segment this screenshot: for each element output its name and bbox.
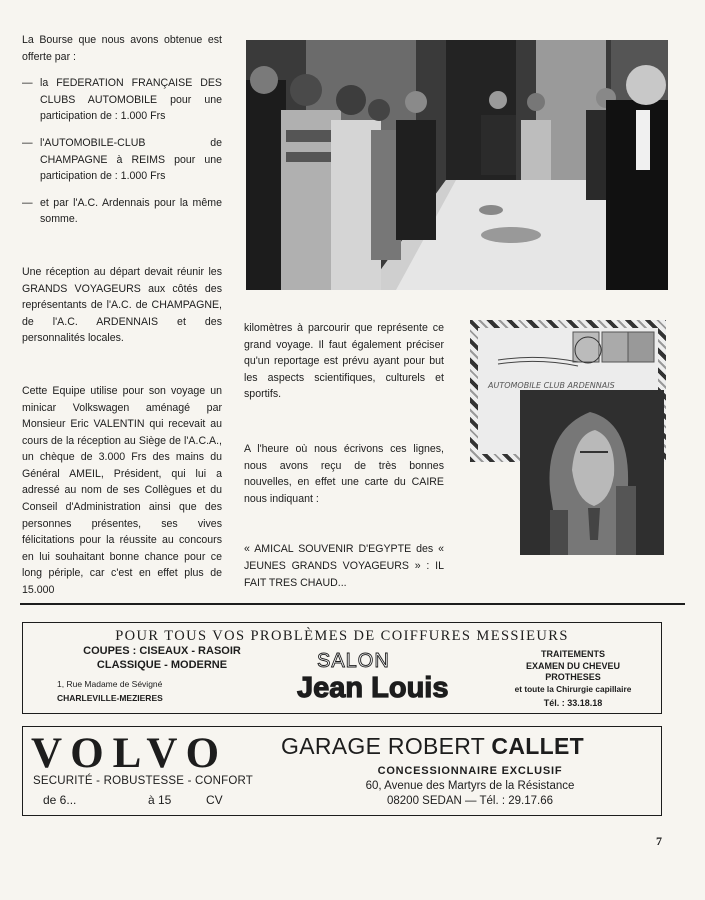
section-divider <box>20 603 685 605</box>
donor-text: la FEDERATION FRANÇAISE DES CLUBS AUTOMOBILE pour une participation de : 1.000 Frs <box>40 77 222 123</box>
garage-city-phone: 08200 SEDAN — Tél. : 29.17.66 <box>387 795 553 807</box>
donor-item <box>22 75 222 125</box>
garage-avenue: 60, Avenue des Martyrs de la Résistance <box>365 780 575 792</box>
tutankhamun-graphic <box>520 390 664 555</box>
volvo-power-range <box>43 793 263 807</box>
salon-headline: POUR TOUS VOS PROBLÈMES DE COIFFURES MESSIEURS <box>115 628 569 644</box>
salon-service: PROTHESES <box>545 672 601 682</box>
donor-item <box>22 135 222 185</box>
salon-advertisement <box>22 622 662 714</box>
donor-item <box>22 195 222 228</box>
news-paragraph: A l'heure où nous écrivons ces lignes, nous avons reçu de très bonnes nouvelles, en effet une carte du CAIRE nous indiquant : <box>244 442 444 505</box>
salon-logo-small: SALON <box>317 650 390 672</box>
reception-photo-graphic <box>246 40 668 290</box>
intro-paragraph: La Bourse que nous avons obtenue est offerte par : <box>22 34 222 63</box>
dash-mark: — <box>22 77 33 90</box>
tutankhamun-postcard <box>520 390 664 555</box>
garage-name-light: GARAGE ROBERT <box>281 733 485 759</box>
left-column <box>22 32 222 609</box>
reception-photo <box>246 40 668 290</box>
volvo-slogan: SECURITÉ - ROBUSTESSE - CONFORT <box>33 775 254 787</box>
salon-services-line1: COUPES : CISEAUX - RASOIR <box>83 645 241 657</box>
salon-services-right <box>493 649 653 710</box>
salon-service: EXAMEN DU CHEVEU <box>525 660 620 671</box>
quote-paragraph: « AMICAL SOUVENIR D'EGYPTE des « JEUNES GRANDS VOYAGEURS » : IL FAIT TRES CHAUD... <box>244 543 444 589</box>
volvo-brand: VOLVO <box>31 730 229 777</box>
dash-mark: — <box>22 196 33 209</box>
reception-paragraph: Une réception au départ devait réunir les GRANDS VOYAGEURS aux côtés des représentants de l'A.C. de CHAMPAGNE, de l'A.C. ARDENNAIS et des personnalités locales. <box>22 265 222 345</box>
salon-logo-big: Jean Louis <box>297 672 449 704</box>
page-number: 7 <box>656 834 662 848</box>
salon-service: TRAITEMENTS <box>541 649 605 659</box>
continuation-paragraph: kilomètres à parcourir que représente ce grand voyage. Il faut également préciser qu'un reportage est prévu ayant pour but les aspects scientifiques, culturels et sportifs. <box>244 322 444 401</box>
cv-from: de 6... <box>43 793 77 807</box>
envelope-address: AUTOMOBILE CLUB ARDENNAIS <box>488 381 615 390</box>
cv-to: à 15 <box>148 793 172 807</box>
donor-text: l'AUTOMOBILE-CLUB de CHAMPAGNE à REIMS pour une participation de : 1.000 Frs <box>40 136 222 183</box>
salon-services-line2: CLASSIQUE - MODERNE <box>96 659 228 671</box>
middle-column <box>244 320 444 603</box>
salon-service: et toute la Chirurgie capillaire <box>514 683 632 694</box>
garage-concession: CONCESSIONNAIRE EXCLUSIF <box>377 765 563 777</box>
salon-city: CHARLEVILLE-MEZIERES <box>57 693 163 703</box>
garage-name <box>281 733 659 760</box>
volvo-advertisement <box>22 726 662 816</box>
salon-logo <box>293 645 468 707</box>
equipe-paragraph: Cette Equipe utilise pour son voyage un minicar Volkswagen aménagé par Monsieur Eric VALENTIN qui recevait au cours de la réception au Siège de l'A.C.A., un chèque de 3.000 Frs des mains du Général AMEIL, Président, qui lui a adressé au nom de ses Collègues et du Conseil d'Administration ainsi que des personnes présentes, ses vives félicitations pour la réussite au concours en lui souhaitant bonne chance pour ce long périple, car c'est en effet plus de 15.000 <box>22 384 222 597</box>
salon-phone: Tél. : 33.18.18 <box>543 698 603 708</box>
dash-mark: — <box>22 136 33 149</box>
cv-unit: CV <box>206 793 223 807</box>
donor-text: et par l'A.C. Ardennais pour la même somme. <box>40 196 222 226</box>
garage-name-bold: CALLET <box>491 733 584 759</box>
salon-address: 1, Rue Madame de Sévigné <box>57 679 163 689</box>
